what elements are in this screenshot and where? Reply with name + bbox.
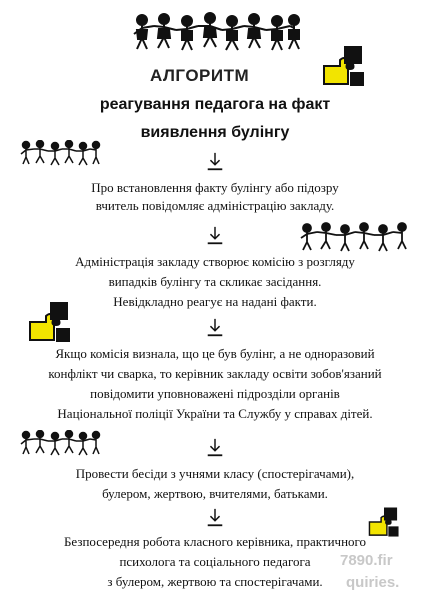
step-2-line-3: Невідкладно реагує на надані факти.	[113, 294, 317, 309]
step-3-line-1: Якщо комісія визнала, що це був булінг, а не одноразовий	[55, 346, 375, 361]
step-5-line-3: з булером, жертвою та спостерігачами.	[107, 574, 323, 589]
puzzle-pieces-icon	[28, 300, 72, 344]
puzzle-pieces-icon	[322, 44, 366, 88]
watermark-line-2: quiries.	[346, 574, 400, 591]
step-4-line-2: булером, жертвою, вчителями, батьками.	[102, 486, 328, 501]
step-2-line-2: випадків булінгу та скликає засідання.	[108, 274, 322, 289]
down-arrow-icon	[206, 438, 224, 458]
title-subheading-line2: виявлення булінгу	[140, 124, 290, 141]
step-2-line-1: Адміністрація закладу створює комісію з розгляду	[75, 254, 355, 269]
step-1-line-1: Про встановлення факту булінгу або підозру	[91, 180, 339, 195]
step-3-line-2: конфлікт чи сварка, то керівник закладу освіти зобов'язаний	[48, 366, 382, 381]
down-arrow-icon	[206, 226, 224, 246]
down-arrow-icon	[206, 508, 224, 528]
down-arrow-icon	[206, 318, 224, 338]
step-1-line-2: вчитель повідомляє адміністрацію закладу.	[95, 198, 335, 213]
children-holding-hands-icon	[20, 430, 102, 456]
title-heading: АЛГОРИТМ	[150, 66, 250, 85]
step-4-line-1: Провести бесіди з учнями класу (спостерігачами),	[75, 466, 355, 481]
step-3-line-3: повідомити уповноважені підрозділи органів	[90, 386, 340, 401]
down-arrow-icon	[206, 152, 224, 172]
children-holding-hands-icon	[20, 140, 102, 166]
children-holding-hands-icon	[300, 222, 412, 252]
step-3-line-4: Національної поліції України та Службу у справах дітей.	[57, 406, 373, 421]
title-subheading-line1: реагування педагога на факт	[99, 96, 331, 113]
watermark-line-1: 7890.fir	[340, 552, 393, 569]
children-holding-hands-icon	[132, 12, 302, 52]
step-5-line-1: Безпосередня робота класного керівника, практичного	[63, 534, 367, 549]
step-5-line-2: психолога та соціального педагога	[119, 554, 311, 569]
